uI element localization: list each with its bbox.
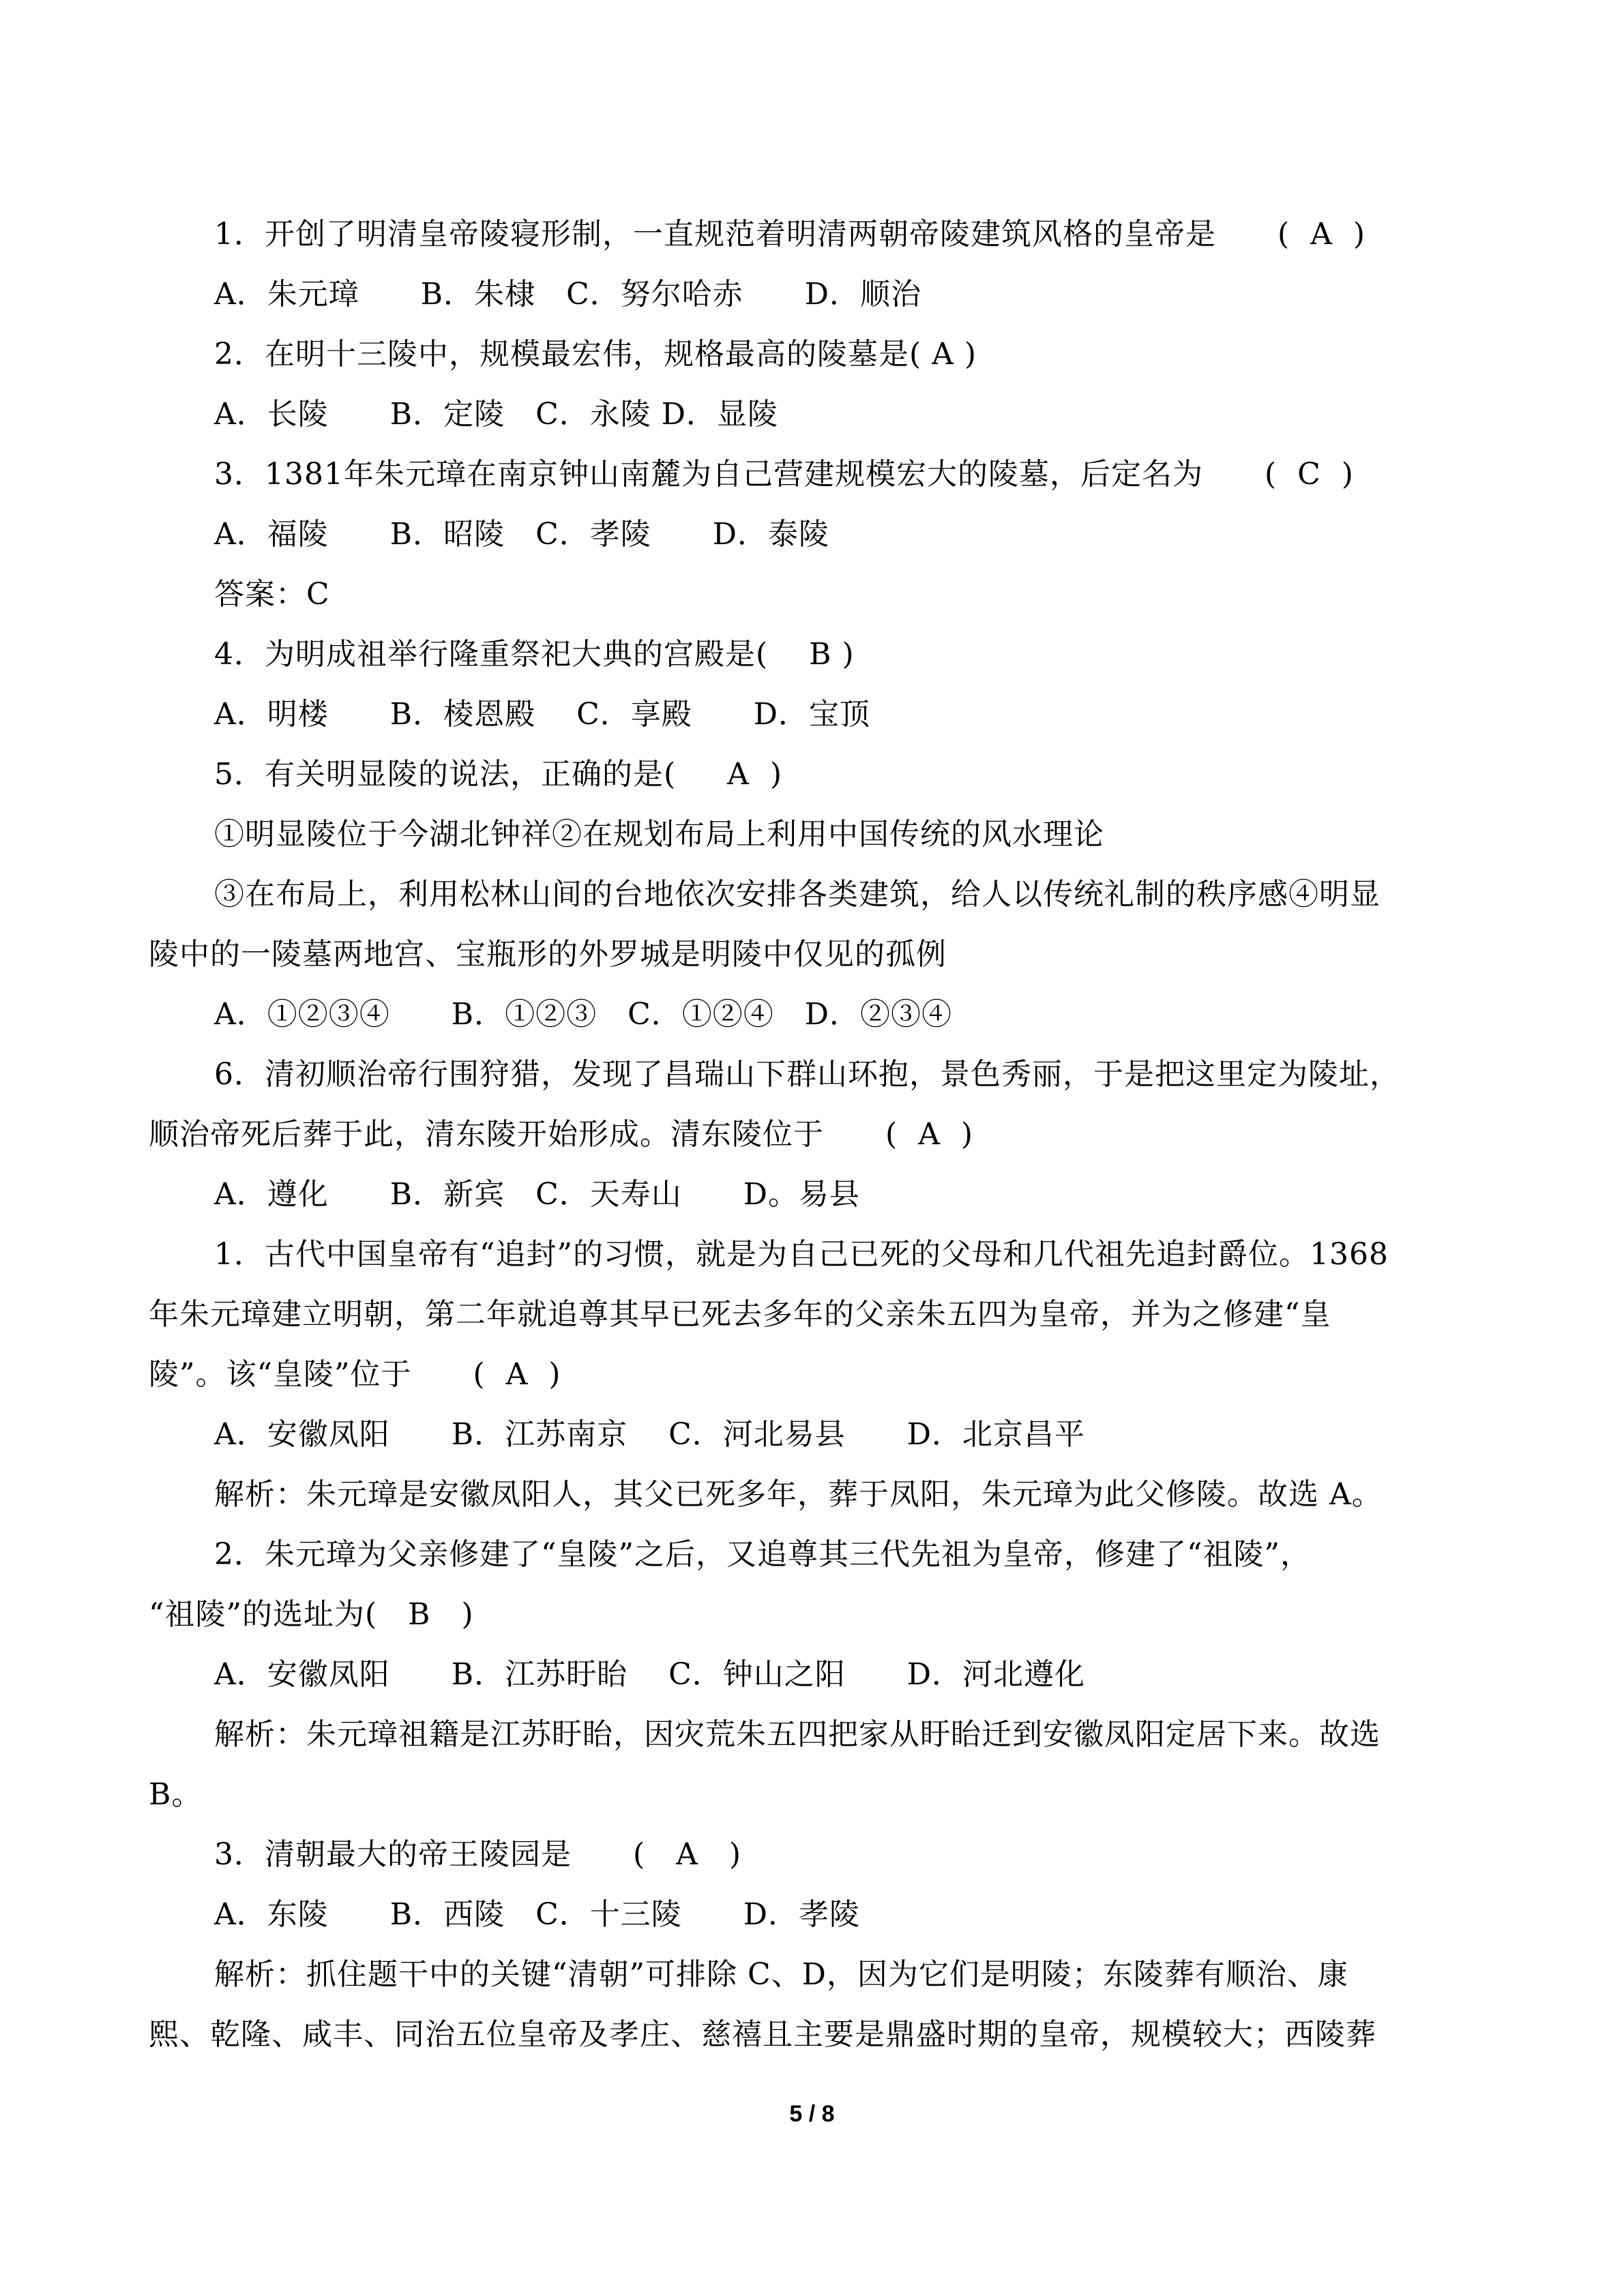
text-line-23: 2．朱元璋为父亲修建了“皇陵”之后，又追尊其三代先祖为皇帝，修建了“祖陵”， bbox=[214, 1537, 1311, 1572]
text-line-4: A．长陵 B．定陵 C．永陵 D．显陵 bbox=[214, 397, 779, 432]
page-number: 5 / 8 bbox=[789, 2101, 835, 2127]
text-line-12: ③在布局上，利用松林山间的台地依次安排各类建筑，给人以传统礼制的秩序感④明显 bbox=[214, 877, 1381, 912]
text-line-2: A．朱元璋 B．朱棣 C．努尔哈赤 D．顺治 bbox=[214, 277, 922, 312]
text-line-25: A．安徽凤阳 B．江苏盱眙 C．钟山之阳 D．河北遵化 bbox=[214, 1657, 1086, 1692]
text-line-3: 2．在明十三陵中，规模最宏伟，规格最高的陵墓是( A ) bbox=[214, 337, 977, 372]
text-line-20: 陵”。该“皇陵”位于 ( A ) bbox=[149, 1357, 561, 1392]
text-line-22: 解析：朱元璋是安徽凤阳人，其父已死多年，葬于凤阳，朱元璋为此父修陵。故选 A。 bbox=[214, 1477, 1383, 1512]
text-line-6: A．福陵 B．昭陵 C．孝陵 D．泰陵 bbox=[214, 517, 830, 552]
text-line-17: A．遵化 B．新宾 C．天寿山 D。易县 bbox=[214, 1177, 861, 1212]
text-line-18: 1．古代中国皇帝有“追封”的习惯，就是为自己已死的父母和几代祖先追封爵位。1368 bbox=[214, 1237, 1389, 1272]
text-line-10: 5．有关明显陵的说法，正确的是( A ) bbox=[214, 757, 783, 792]
text-line-26: 解析：朱元璋祖籍是江苏盱眙，因灾荒朱五四把家从盱眙迁到安徽凤阳定居下来。故选 bbox=[214, 1717, 1381, 1752]
document-body bbox=[149, 205, 1472, 2065]
text-line-14: A．①②③④ B．①②③ C．①②④ D．②③④ bbox=[214, 997, 953, 1032]
text-line-11: ①明显陵位于今湖北钟祥②在规划布局上利用中国传统的风水理论 bbox=[214, 817, 1104, 852]
text-line-16: 顺治帝死后葬于此，清东陵开始形成。清东陵位于 ( A ) bbox=[149, 1117, 974, 1152]
text-line-27: B。 bbox=[149, 1777, 203, 1812]
text-line-31: 熙、乾隆、咸丰、同治五位皇帝及孝庄、慈禧且主要是鼎盛时期的皇帝，规模较大；西陵葬 bbox=[149, 2017, 1376, 2052]
text-line-19: 年朱元璋建立明朝，第二年就追尊其早已死去多年的父亲朱五四为皇帝，并为之修建“皇 bbox=[149, 1297, 1331, 1332]
text-line-1: 1．开创了明清皇帝陵寝形制，一直规范着明清两朝帝陵建筑风格的皇帝是 ( A ) bbox=[214, 217, 1366, 252]
text-line-13: 陵中的一陵墓两地宫、宝瓶形的外罗城是明陵中仅见的孤例 bbox=[149, 937, 947, 972]
text-line-29: A．东陵 B．西陵 C．十三陵 D．孝陵 bbox=[214, 1897, 861, 1932]
text-line-8: 4．为明成祖举行隆重祭祀大典的宫殿是( B ) bbox=[214, 637, 855, 672]
text-line-15: 6．清初顺治帝行围狩猎，发现了昌瑞山下群山环抱，景色秀丽，于是把这里定为陵址， bbox=[214, 1057, 1400, 1092]
text-line-7: 答案：C bbox=[214, 577, 330, 612]
text-line-21: A．安徽凤阳 B．江苏南京 C．河北易县 D．北京昌平 bbox=[214, 1417, 1086, 1452]
text-line-5: 3．1381年朱元璋在南京钟山南麓为自己营建规模宏大的陵墓，后定名为 ( C ) bbox=[214, 457, 1354, 492]
text-line-30: 解析：抓住题干中的关键“清朝”可排除 C、D，因为它们是明陵；东陵葬有顺治、康 bbox=[214, 1957, 1348, 1992]
text-line-9: A．明楼 B．棱恩殿 C．享殿 D．宝顶 bbox=[214, 697, 871, 732]
text-line-24: “祖陵”的选址为( B ) bbox=[149, 1597, 474, 1632]
text-line-28: 3．清朝最大的帝王陵园是 ( A ) bbox=[214, 1837, 742, 1872]
